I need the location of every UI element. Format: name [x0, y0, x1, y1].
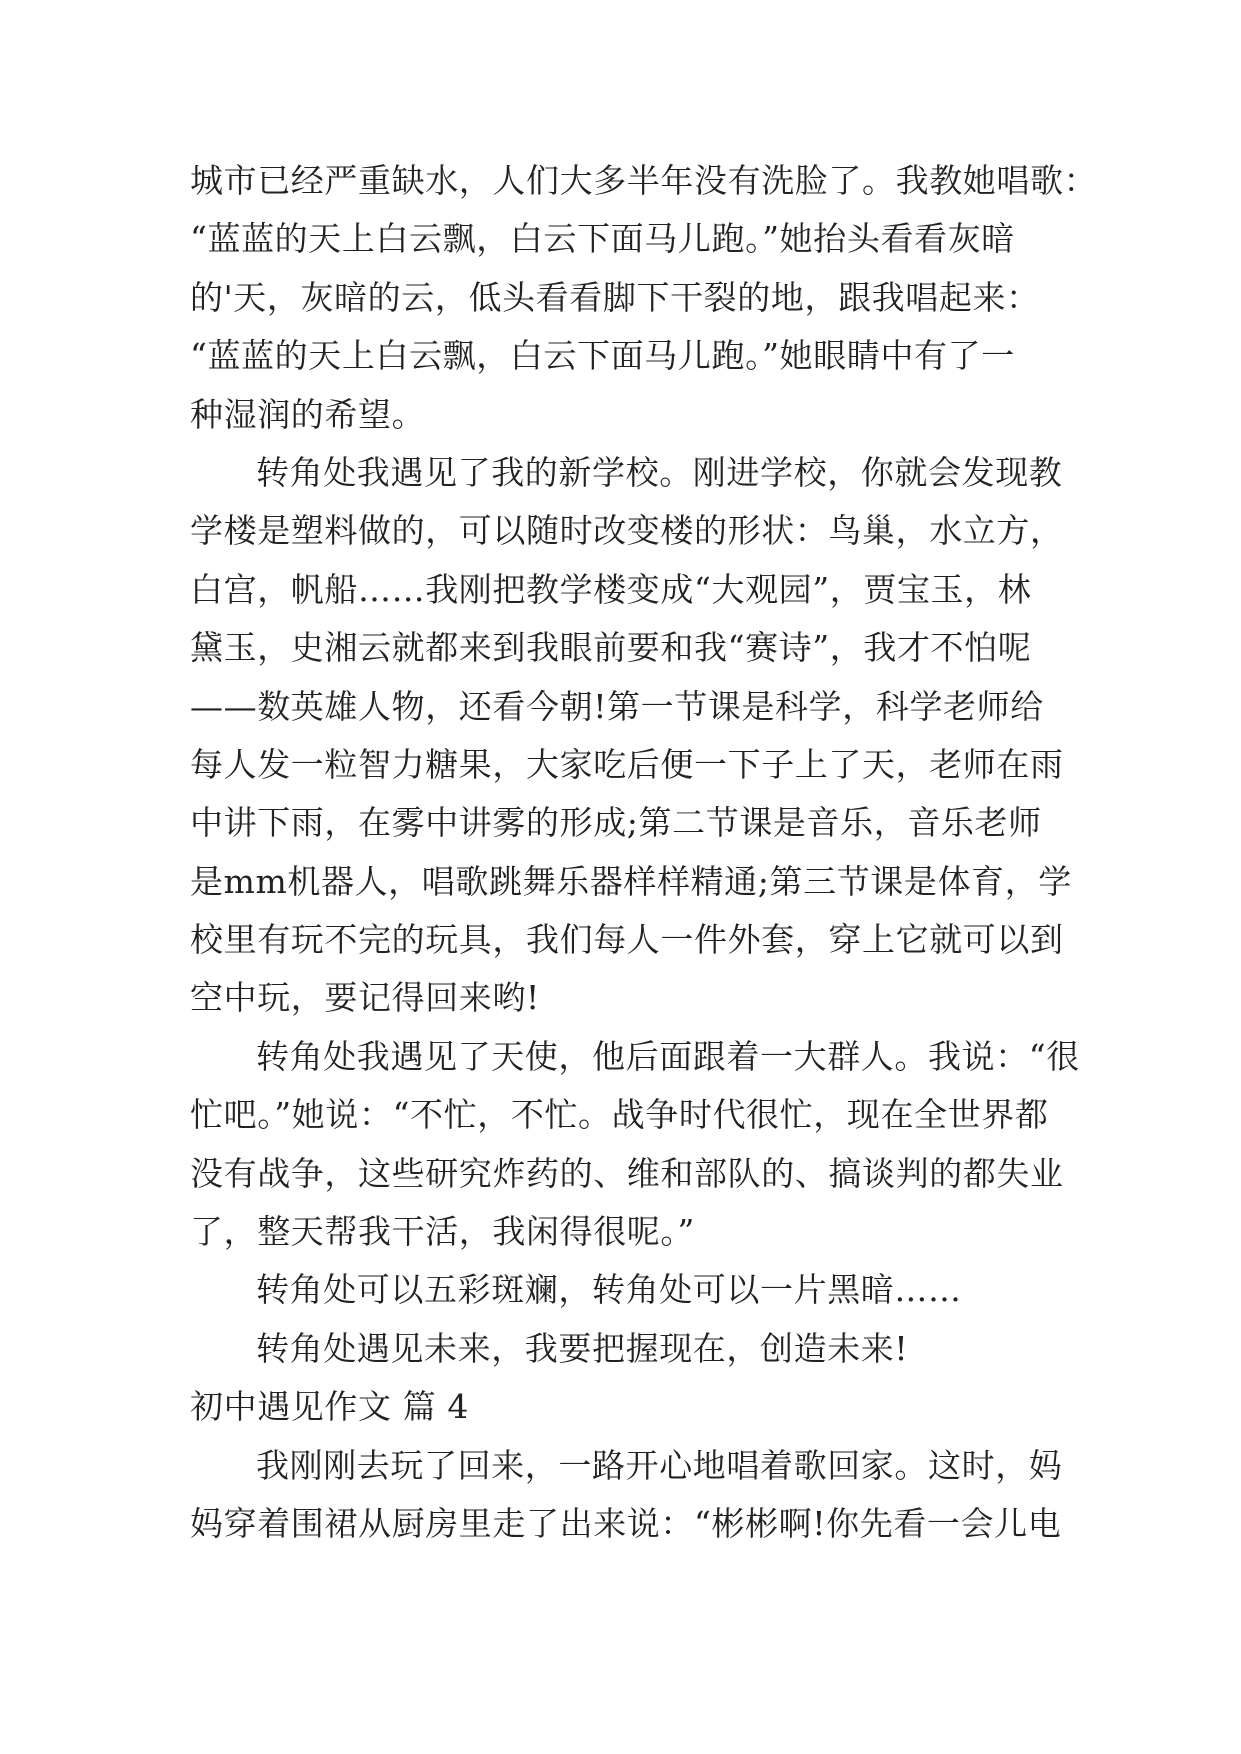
text-line: 妈穿着围裙从厨房里走了出来说：“彬彬啊!你先看一会儿电: [190, 1503, 1062, 1543]
text-line: 转角处我遇见了我的新学校。刚进学校，你就会发现教: [256, 452, 1063, 492]
paragraph-1: [190, 152, 1098, 444]
paragraph-final: [190, 1437, 1070, 1554]
paragraph-5: [190, 1320, 1070, 1378]
paragraph-4: [190, 1261, 1070, 1319]
text-line: 种湿润的希望。: [190, 394, 426, 434]
paragraph-2: [190, 444, 1070, 1028]
text-line: 黛玉，史湘云就都来到我眼前要和我“赛诗”，我才不怕呢: [190, 628, 1032, 668]
text-line: 没有战争，这些研究炸药的、维和部队的、搞谈判的都失业: [190, 1153, 1064, 1193]
text-line: 是mm机器人，唱歌跳舞乐器样样精通;第三节课是体育，学: [190, 861, 1072, 901]
text-line: 了，整天帮我干活，我闲得很呢。”: [190, 1212, 695, 1252]
text-line: 转角处遇见未来，我要把握现在，创造未来!: [256, 1328, 909, 1368]
text-line: 每人发一粒智力糖果，大家吃后便一下子上了天，老师在雨: [190, 744, 1064, 784]
text-line: 白宫，帆船……我刚把教学楼变成“大观园”，贾宝玉，林: [190, 569, 1032, 609]
text-line: 空中玩，要记得回来哟!: [190, 978, 540, 1018]
text-line: 转角处我遇见了天使，他后面跟着一大群人。我说：“很: [256, 1036, 1080, 1076]
text-line: ——数英雄人物，还看今朝!第一节课是科学，科学老师给: [190, 686, 1044, 726]
text-line: 中讲下雨，在雾中讲雾的形成;第二节课是音乐，音乐老师: [190, 803, 1042, 843]
text-line: “蓝蓝的天上白云飘，白云下面马儿跑。”她眼睛中有了一: [190, 336, 1015, 376]
text-line: 忙吧。”她说：“不忙，不忙。战争时代很忙，现在全世界都: [190, 1095, 1049, 1135]
section-heading: 初中遇见作文 篇 4: [190, 1387, 469, 1427]
text-line: “蓝蓝的天上白云飘，白云下面马儿跑。”她抬头看看灰暗: [190, 219, 1015, 259]
text-line: 城市已经严重缺水，人们大多半年没有洗脸了。我教她唱歌：: [190, 161, 1098, 200]
text-line: 我刚刚去玩了回来，一路开心地唱着歌回家。这时，妈: [256, 1445, 1063, 1485]
paragraph-3: [190, 1028, 1080, 1262]
text-line: 校里有玩不完的玩具，我们每人一件外套，穿上它就可以到: [190, 920, 1064, 960]
text-line: 的'天，灰暗的云，低头看看脚下干裂的地，跟我唱起来：: [190, 277, 1040, 317]
text-line: 转角处可以五彩斑斓，转角处可以一片黑暗……: [256, 1270, 962, 1310]
document-body: [190, 152, 1098, 1553]
text-line: 学楼是塑料做的，可以随时改变楼的形状：鸟巢，水立方，: [190, 511, 1064, 551]
